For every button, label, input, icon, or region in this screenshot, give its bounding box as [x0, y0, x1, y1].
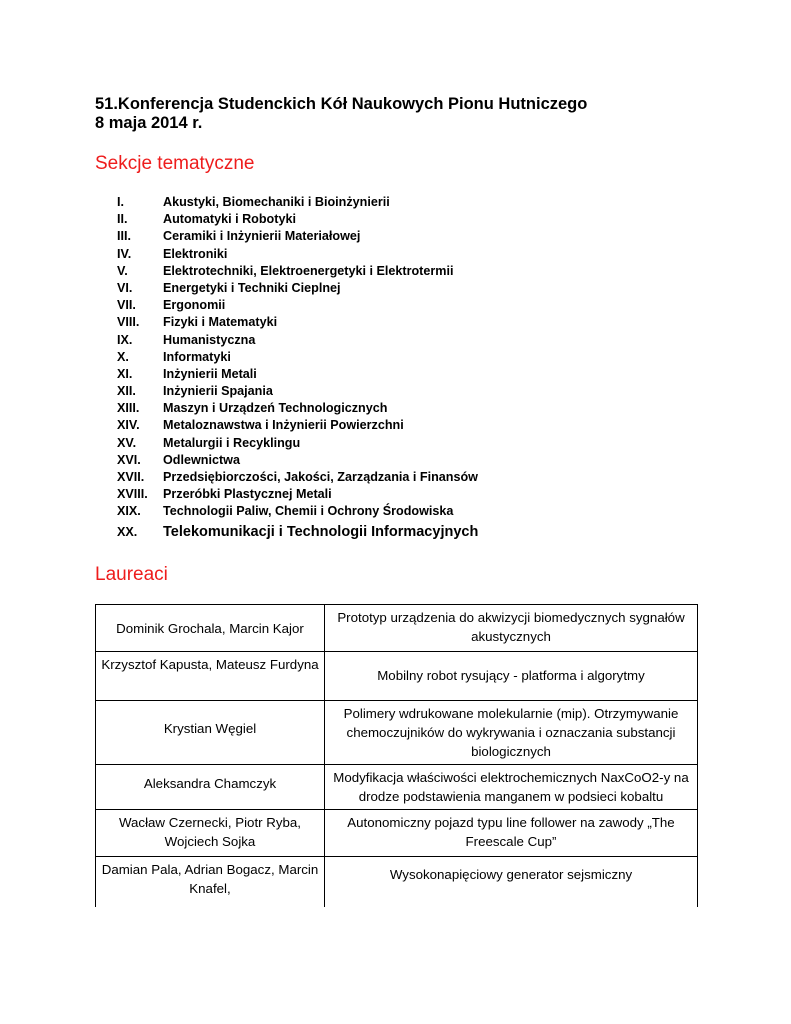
list-item [117, 452, 478, 469]
topic-text: Modyfikacja właściwości elektrochemicznych NaxCoO2-y na drodze podstawienia manganem w podsieci kobaltu [333, 770, 689, 804]
author-cell [96, 701, 325, 765]
section-number: X. [117, 349, 129, 364]
list-item [117, 280, 478, 297]
section-number: I. [117, 195, 124, 209]
section-number: V. [117, 263, 128, 278]
section-number: XI. [117, 366, 133, 381]
section-number: VIII. [117, 315, 140, 330]
list-item [117, 228, 478, 245]
list-item [117, 366, 478, 383]
section-number: XIX. [117, 504, 141, 519]
topic-cell [325, 857, 698, 907]
section-number: XV. [117, 435, 137, 450]
section-name: Elektrotechniki, Elektroenergetyki i Elektrotermii [163, 263, 454, 278]
section-name: Maszyn i Urządzeń Technologicznych [163, 401, 388, 416]
section-name: Ceramiki i Inżynierii Materiałowej [163, 229, 361, 244]
section-name: Inżynierii Metali [163, 366, 257, 381]
topic-cell [325, 701, 698, 765]
topic-cell [325, 810, 698, 857]
section-name: Automatyki i Robotyki [163, 212, 296, 227]
section-name: Akustyki, Biomechaniki i Bioinżynierii [163, 195, 390, 209]
section-name: Humanistyczna [163, 332, 256, 347]
section-number: VII. [117, 298, 136, 313]
section-number: XVI. [117, 452, 141, 467]
table-row [96, 701, 698, 765]
topic-text: Mobilny robot rysujący - platforma i algorytmy [377, 667, 645, 683]
author-cell [96, 810, 325, 857]
section-name: Metaloznawstwa i Inżynierii Powierzchni [163, 418, 404, 433]
topic-text: Prototyp urządzenia do akwizycji biomedycznych sygnałów akustycznych [337, 610, 685, 644]
section-number: III. [117, 229, 131, 244]
section-name: Inżynierii Spajania [163, 384, 273, 399]
conference-title [95, 95, 587, 133]
list-item [117, 521, 478, 543]
section-number: IV. [117, 246, 132, 261]
conference-date: 8 maja 2014 r. [95, 114, 203, 132]
list-item [117, 297, 478, 314]
list-item [117, 400, 478, 417]
section-name: Energetyki i Techniki Cieplnej [163, 280, 341, 295]
laureates-table [95, 604, 698, 907]
table-row [96, 810, 698, 857]
section-number: XVII. [117, 470, 145, 484]
topic-text: Polimery wdrukowane molekularnie (mip). Otrzymywanie chemoczujników do wykrywania i oznaczania substancji biologicznych [343, 706, 679, 759]
author-text: Aleksandra Chamczyk [143, 775, 277, 791]
list-item [117, 435, 478, 452]
author-text: Damian Pala, Adrian Bogacz, Marcin Knafel, [101, 862, 319, 896]
author-cell [96, 857, 325, 907]
list-item [117, 503, 478, 520]
section-number: II. [117, 212, 128, 227]
list-item [117, 383, 478, 400]
section-number: XII. [117, 384, 136, 399]
list-item [117, 314, 478, 331]
author-text: Krzysztof Kapusta, Mateusz Furdyna [101, 657, 319, 672]
author-text: Krystian Węgiel [163, 720, 257, 736]
section-number: XIV. [117, 418, 140, 433]
topic-cell [325, 765, 698, 810]
list-item [117, 263, 478, 280]
table-row [96, 652, 698, 701]
sections-list [117, 194, 478, 543]
list-item [117, 194, 478, 211]
list-item [117, 469, 478, 486]
topic-text: Wysokonapięciowy generator sejsmiczny [389, 866, 633, 882]
list-item [117, 246, 478, 263]
section-name: Odlewnictwa [163, 452, 240, 467]
table-row [96, 765, 698, 810]
laureates-heading: Laureaci [95, 564, 168, 585]
topic-cell [325, 605, 698, 652]
section-name: Przeróbki Plastycznej Metali [163, 487, 332, 502]
author-cell [96, 765, 325, 810]
list-item [117, 417, 478, 434]
section-name: Metalurgii i Recyklingu [163, 435, 301, 450]
author-text: Wacław Czernecki, Piotr Ryba, Wojciech Sojka [118, 815, 302, 849]
section-name: Przedsiębiorczości, Jakości, Zarządzania i Finansów [163, 470, 478, 484]
conference-title-line: 51.Konferencja Studenckich Kół Naukowych Pionu Hutniczego [95, 95, 588, 113]
section-number: VI. [117, 280, 133, 295]
section-number: XIII. [117, 401, 140, 416]
section-number: XVIII. [117, 487, 148, 502]
section-number: IX. [117, 332, 133, 347]
list-item [117, 332, 478, 349]
topic-cell [325, 652, 698, 701]
section-name: Fizyki i Matematyki [163, 315, 278, 330]
sections-heading: Sekcje tematyczne [95, 153, 255, 174]
section-name: Telekomunikacji i Technologii Informacyjnych [163, 523, 479, 540]
author-text: Dominik Grochala, Marcin Kajor [116, 620, 304, 636]
list-item [117, 349, 478, 366]
section-name: Technologii Paliw, Chemii i Ochrony Środowiska [163, 504, 454, 519]
section-name: Ergonomii [163, 298, 226, 313]
table-row [96, 605, 698, 652]
author-cell [96, 652, 325, 701]
section-name: Elektroniki [163, 246, 228, 261]
list-item [117, 211, 478, 228]
section-name: Informatyki [163, 349, 231, 364]
topic-text: Autonomiczny pojazd typu line follower na zawody „The Freescale Cup” [347, 815, 675, 849]
author-cell [96, 605, 325, 652]
list-item [117, 486, 478, 503]
section-number: XX. [117, 524, 138, 539]
table-row [96, 857, 698, 907]
